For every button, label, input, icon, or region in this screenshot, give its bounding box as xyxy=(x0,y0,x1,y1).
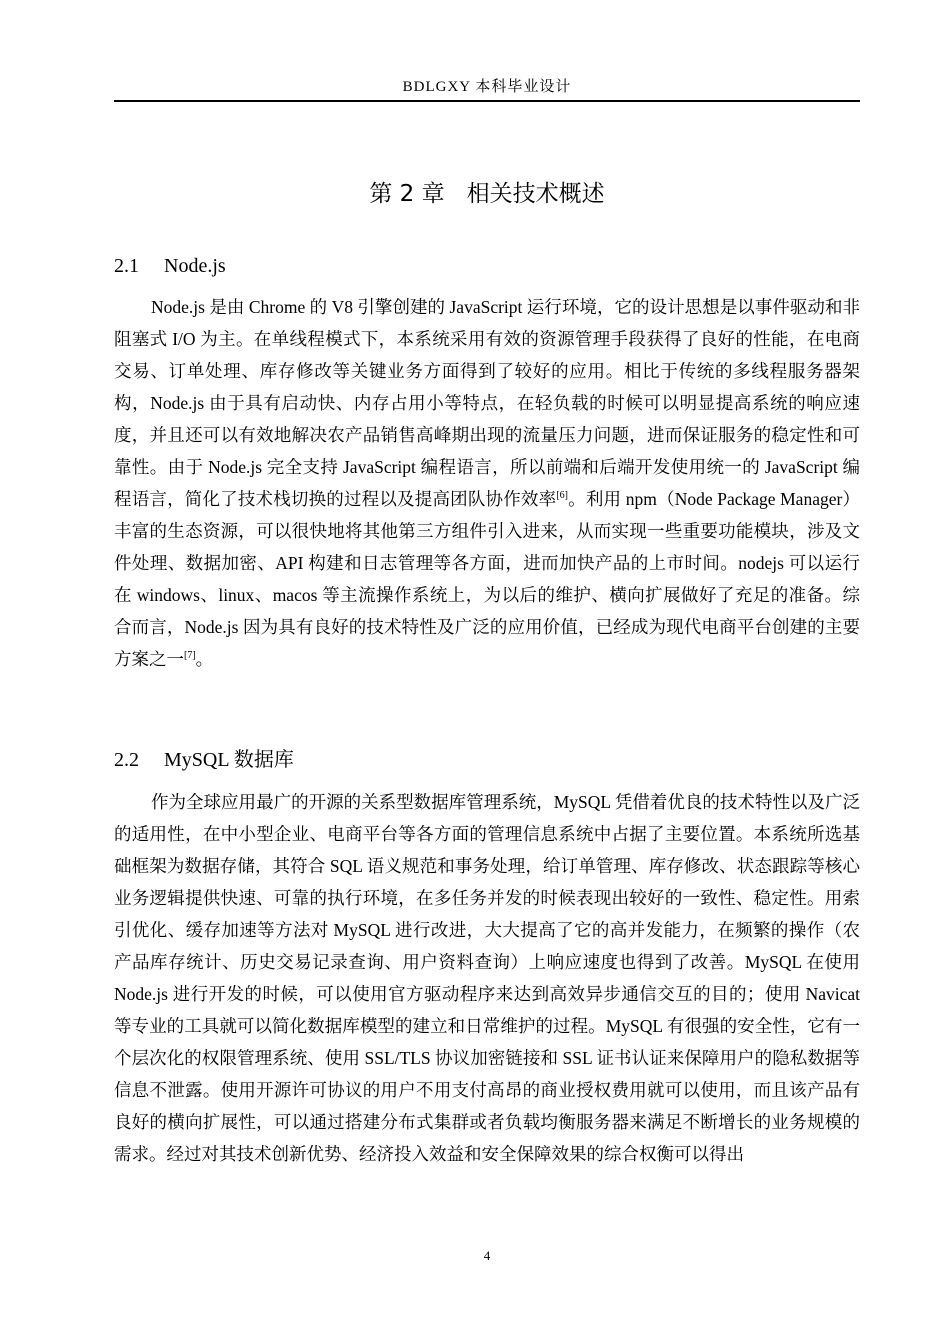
page-number: 4 xyxy=(483,1248,491,1263)
citation-ref: [6] xyxy=(556,490,568,501)
section-title-cjk: 数据库 xyxy=(233,747,294,771)
section-title: Node.js xyxy=(164,255,226,277)
paragraph-text: 。 xyxy=(195,649,214,669)
section-number: 2.1 xyxy=(114,255,139,277)
paragraph-mysql xyxy=(114,786,860,1170)
section-heading-2-2 xyxy=(114,744,860,775)
section-heading-2-1 xyxy=(114,251,860,281)
paragraph-text: Node.js 是由 Chrome 的 V8 引擎创建的 JavaScript 运行环境，它的设计思想是以事件驱动和非阻塞式 I/O 为主。在单线程模式下，本系统采用有效的资源管理手段获得了良好的性能，在电商交易、订单处理、库存修改等关键业务方面得到了较好的应用。相比于传统的多线程服务器架构，Node.js 由于具有启动快、内存占用小等特点，在轻负载的时候可以明显提高系统的响应速度，并且还可以有效地解决农产品销售高峰期出现的流量压力问题，进而保证服务的稳定性和可靠性。由于 Node.js 完全支持 JavaScript 编程语言，所以前端和后端开发使用统一的 JavaScript 编程语言，简化了技术栈切换的过程以及提高团队协作效率 xyxy=(114,297,860,509)
section-title-latin: MySQL xyxy=(164,749,229,771)
paragraph-nodejs xyxy=(114,291,860,675)
running-header: BDLGXY 本科毕业设计 xyxy=(402,79,572,95)
chapter-number: 第 2 章 xyxy=(369,181,445,207)
section-number: 2.2 xyxy=(114,749,139,771)
chapter-name: 相关技术概述 xyxy=(466,181,605,207)
header-rule xyxy=(114,100,860,102)
paragraph-text: 作为全球应用最广的开源的关系型数据库管理系统，MySQL 凭借着优良的技术特性以及广泛的适用性，在中小型企业、电商平台等各方面的管理信息系统中占据了主要位置。本系统所选基础框架为数据存储，其符合 SQL 语义规范和事务处理，给订单管理、库存修改、状态跟踪等核心业务逻辑提供快速、可靠的执行环境，在多任务并发的时候表现出较好的一致性、稳定性。用索引优化、缓存加速等方法对 MySQL 进行改进，大大提高了它的高并发能力，在频繁的操作（农产品库存统计、历史交易记录查询、用户资料查询）上响应速度也得到了改善。MySQL 在使用 Node.js 进行开发的时候，可以使用官方驱动程序来达到高效异步通信交互的目的；使用 Navicat 等专业的工具就可以简化数据库模型的建立和日常维护的过程。MySQL 有很强的安全性，它有一个层次化的权限管理系统、使用 SSL/TLS 协议加密链接和 SSL 证书认证来保障用户的隐私数据等信息不泄露。使用开源许可协议的用户不用支付高昂的商业授权费用就可以使用，而且该产品有良好的横向扩展性，可以通过搭建分布式集群或者负载均衡服务器来满足不断增长的业务规模的需求。经过对其技术创新优势、经济投入效益和安全保障效果的综合权衡可以得出 xyxy=(114,792,860,1164)
citation-ref: [7] xyxy=(184,650,196,661)
chapter-title xyxy=(114,177,860,211)
paragraph-text: 。利用 npm（Node Package Manager）丰富的生态资源，可以很快地将其他第三方组件引入进来，从而实现一些重要功能模块，涉及文件处理、数据加密、API 构建和日志管理等各方面，进而加快产品的上市时间。nodejs 可以运行在 windows、linux、macos 等主流操作系统上，为以后的维护、横向扩展做好了充足的准备。综合而言，Node.js 因为具有良好的技术特性及广泛的应用价值，已经成为现代电商平台创建的主要方案之一 xyxy=(114,489,860,669)
